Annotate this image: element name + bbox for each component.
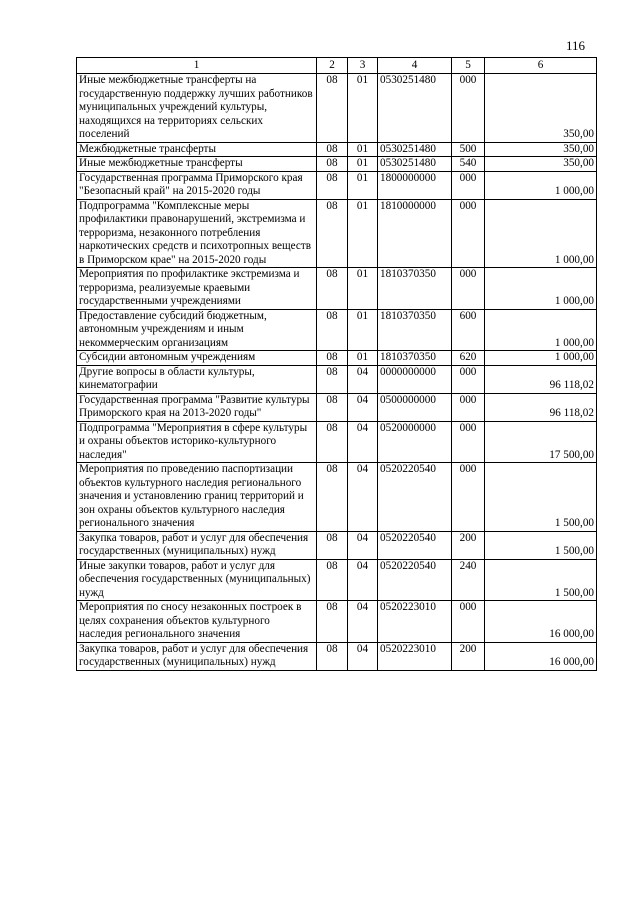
row-target-code: 0530251480 xyxy=(378,74,452,143)
row-target-code: 0530251480 xyxy=(378,142,452,157)
row-target-code: 0500000000 xyxy=(378,393,452,421)
row-section: 08 xyxy=(317,268,348,310)
row-amount: 350,00 xyxy=(485,74,597,143)
table-row xyxy=(77,393,597,421)
row-section: 08 xyxy=(317,157,348,172)
row-subsection: 01 xyxy=(348,171,378,199)
row-expense-type: 000 xyxy=(452,421,485,463)
row-expense-type: 000 xyxy=(452,463,485,532)
table-row xyxy=(77,642,597,670)
row-amount: 1 500,00 xyxy=(485,463,597,532)
row-expense-type: 600 xyxy=(452,309,485,351)
row-section: 08 xyxy=(317,309,348,351)
row-subsection: 01 xyxy=(348,74,378,143)
row-target-code: 0520220540 xyxy=(378,531,452,559)
row-section: 08 xyxy=(317,531,348,559)
row-target-code: 0520223010 xyxy=(378,601,452,643)
row-amount: 1 000,00 xyxy=(485,351,597,366)
table-row xyxy=(77,531,597,559)
row-target-code: 1810370350 xyxy=(378,268,452,310)
row-subsection: 04 xyxy=(348,559,378,601)
row-section: 08 xyxy=(317,365,348,393)
row-amount: 350,00 xyxy=(485,157,597,172)
row-target-code: 0000000000 xyxy=(378,365,452,393)
table-row xyxy=(77,142,597,157)
row-expense-type: 000 xyxy=(452,365,485,393)
row-expense-type: 000 xyxy=(452,74,485,143)
row-name: Мероприятия по сносу незаконных построек в целях сохранения объектов культурного наследия регионального значения xyxy=(77,601,317,643)
row-name: Мероприятия по проведению паспортизации объектов культурного наследия регионального значения и установлению границ территорий и зон охраны объектов культурного наследия регионального значения xyxy=(77,463,317,532)
row-subsection: 04 xyxy=(348,642,378,670)
row-subsection: 04 xyxy=(348,601,378,643)
row-section: 08 xyxy=(317,559,348,601)
row-expense-type: 000 xyxy=(452,601,485,643)
row-name: Мероприятия по профилактике экстремизма и терроризма, реализуемые краевыми государственными учреждениями xyxy=(77,268,317,310)
row-subsection: 01 xyxy=(348,199,378,268)
row-name: Иные межбюджетные трансферты на государственную поддержку лучших работников муниципальных учреждений культуры, находящихся на территориях сельских поселений xyxy=(77,74,317,143)
row-subsection: 04 xyxy=(348,531,378,559)
row-name: Подпрограмма "Комплексные меры профилактики правонарушений, экстремизма и терроризма, незаконного потребления наркотических средств и психотропных веществ в Приморском крае" на 2015-2020 годы xyxy=(77,199,317,268)
row-amount: 1 000,00 xyxy=(485,309,597,351)
row-expense-type: 000 xyxy=(452,393,485,421)
row-amount: 17 500,00 xyxy=(485,421,597,463)
row-amount: 350,00 xyxy=(485,142,597,157)
row-section: 08 xyxy=(317,142,348,157)
table-row xyxy=(77,171,597,199)
row-target-code: 0520223010 xyxy=(378,642,452,670)
row-target-code: 0530251480 xyxy=(378,157,452,172)
col-header-name: 1 xyxy=(77,58,317,74)
row-section: 08 xyxy=(317,601,348,643)
row-subsection: 01 xyxy=(348,268,378,310)
table-row xyxy=(77,421,597,463)
row-section: 08 xyxy=(317,421,348,463)
row-expense-type: 000 xyxy=(452,171,485,199)
row-name: Субсидии автономным учреждениям xyxy=(77,351,317,366)
table-row xyxy=(77,559,597,601)
row-name: Иные закупки товаров, работ и услуг для обеспечения государственных (муниципальных) нужд xyxy=(77,559,317,601)
row-name: Государственная программа "Развитие культуры Приморского края на 2013-2020 годы" xyxy=(77,393,317,421)
table-row xyxy=(77,157,597,172)
row-target-code: 1810370350 xyxy=(378,351,452,366)
row-name: Предоставление субсидий бюджетным, автономным учреждениям и иным некоммерческим организациям xyxy=(77,309,317,351)
col-header-target-code: 4 xyxy=(378,58,452,74)
budget-table xyxy=(76,57,597,671)
row-subsection: 01 xyxy=(348,142,378,157)
row-target-code: 0520220540 xyxy=(378,463,452,532)
row-name: Подпрограмма "Мероприятия в сфере культуры и охраны объектов историко-культурного наследия" xyxy=(77,421,317,463)
table-row xyxy=(77,268,597,310)
table-row xyxy=(77,309,597,351)
row-subsection: 01 xyxy=(348,351,378,366)
row-target-code: 1810370350 xyxy=(378,309,452,351)
row-amount: 1 500,00 xyxy=(485,531,597,559)
row-amount: 1 000,00 xyxy=(485,171,597,199)
row-section: 08 xyxy=(317,642,348,670)
table-row xyxy=(77,601,597,643)
row-name: Государственная программа Приморского края "Безопасный край" на 2015-2020 годы xyxy=(77,171,317,199)
col-header-section: 2 xyxy=(317,58,348,74)
row-expense-type: 240 xyxy=(452,559,485,601)
page-number: 116 xyxy=(566,38,586,53)
col-header-amount: 6 xyxy=(485,58,597,74)
row-expense-type: 000 xyxy=(452,199,485,268)
row-name: Закупка товаров, работ и услуг для обеспечения государственных (муниципальных) нужд xyxy=(77,531,317,559)
row-subsection: 01 xyxy=(348,157,378,172)
row-name: Иные межбюджетные трансферты xyxy=(77,157,317,172)
row-amount: 96 118,02 xyxy=(485,365,597,393)
row-subsection: 04 xyxy=(348,365,378,393)
row-expense-type: 540 xyxy=(452,157,485,172)
row-section: 08 xyxy=(317,463,348,532)
row-expense-type: 620 xyxy=(452,351,485,366)
row-expense-type: 500 xyxy=(452,142,485,157)
row-name: Межбюджетные трансферты xyxy=(77,142,317,157)
row-amount: 96 118,02 xyxy=(485,393,597,421)
row-name: Закупка товаров, работ и услуг для обеспечения государственных (муниципальных) нужд xyxy=(77,642,317,670)
row-target-code: 0520000000 xyxy=(378,421,452,463)
row-section: 08 xyxy=(317,74,348,143)
row-section: 08 xyxy=(317,393,348,421)
table-row xyxy=(77,74,597,143)
row-expense-type: 000 xyxy=(452,268,485,310)
row-amount: 16 000,00 xyxy=(485,601,597,643)
col-header-expense-type: 5 xyxy=(452,58,485,74)
row-subsection: 04 xyxy=(348,463,378,532)
row-amount: 1 500,00 xyxy=(485,559,597,601)
header-row xyxy=(77,58,597,74)
table-row xyxy=(77,199,597,268)
col-header-subsection: 3 xyxy=(348,58,378,74)
row-subsection: 04 xyxy=(348,393,378,421)
row-name: Другие вопросы в области культуры, кинематографии xyxy=(77,365,317,393)
row-amount: 1 000,00 xyxy=(485,199,597,268)
row-expense-type: 200 xyxy=(452,642,485,670)
table-row xyxy=(77,463,597,532)
row-section: 08 xyxy=(317,171,348,199)
row-subsection: 04 xyxy=(348,421,378,463)
row-subsection: 01 xyxy=(348,309,378,351)
row-target-code: 0520220540 xyxy=(378,559,452,601)
table-row xyxy=(77,365,597,393)
row-section: 08 xyxy=(317,351,348,366)
row-target-code: 1800000000 xyxy=(378,171,452,199)
row-expense-type: 200 xyxy=(452,531,485,559)
row-target-code: 1810000000 xyxy=(378,199,452,268)
table-row xyxy=(77,351,597,366)
row-section: 08 xyxy=(317,199,348,268)
row-amount: 1 000,00 xyxy=(485,268,597,310)
row-amount: 16 000,00 xyxy=(485,642,597,670)
